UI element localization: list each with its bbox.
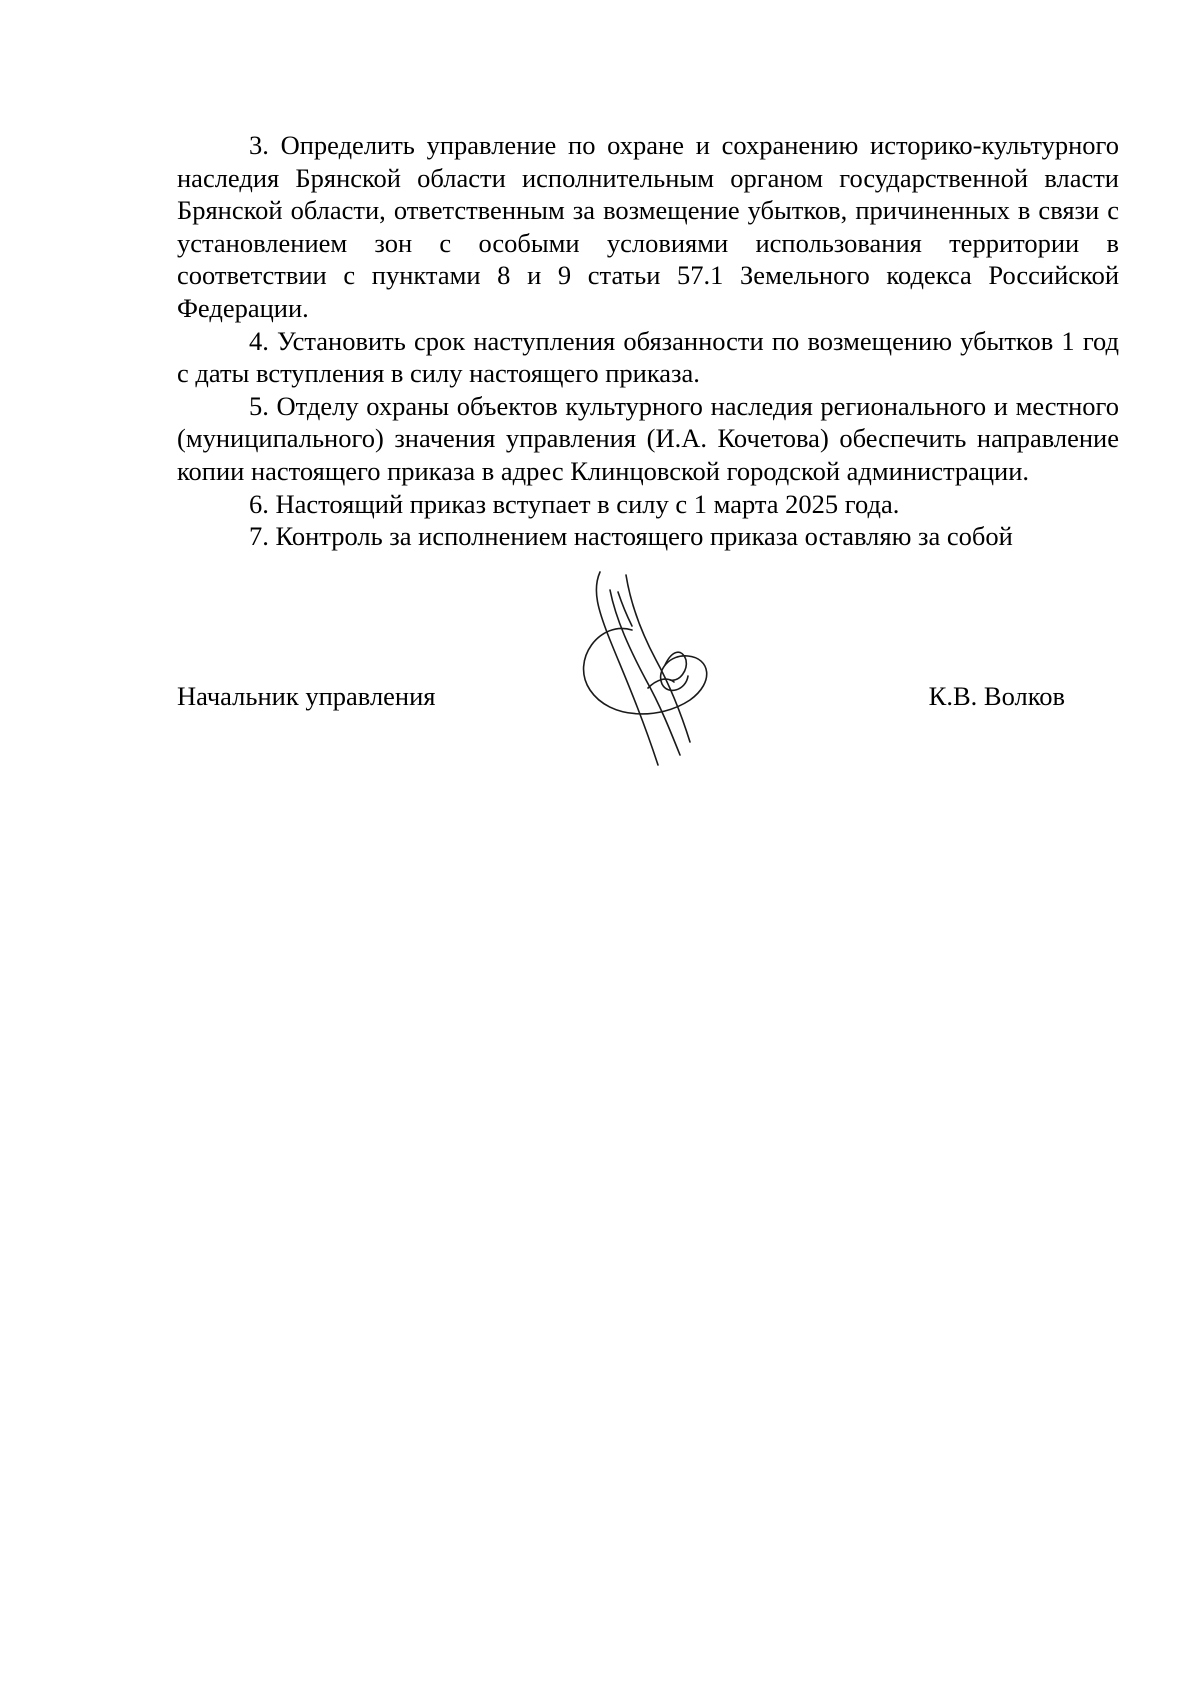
paragraph-4: 4. Установить срок наступления обязанности по возмещению убытков 1 год с даты вступления в силу настоящего приказа. bbox=[177, 325, 1119, 389]
paragraph-3: 3. Определить управление по охране и сохранению историко-культурного наследия Брянской области исполнительным органом государственной власти Брянской области, ответственным за возмещение убытков, причиненных в связи с установлением зон с особыми условиями использования территории в соответствии с пунктами 8 и 9 статьи 57.1 Земельного кодекса Российской Федерации. bbox=[177, 130, 1119, 323]
paragraph-7: 7. Контроль за исполнением настоящего приказа оставляю за собой bbox=[249, 521, 1013, 552]
document-body bbox=[177, 129, 1119, 553]
handwritten-signature bbox=[570, 570, 740, 770]
signer-position: Начальник управления bbox=[177, 681, 436, 711]
paragraph-6: 6. Настоящий приказ вступает в силу с 1 марта 2025 года. bbox=[249, 488, 900, 519]
signer-name: К.В. Волков bbox=[928, 681, 1065, 711]
paragraph-5: 5. Отделу охраны объектов культурного наследия регионального и местного (муниципального) значения управления (И.А. Кочетова) обеспечить направление копии настоящего приказа в адрес Клинцовской городской администрации. bbox=[177, 390, 1119, 486]
